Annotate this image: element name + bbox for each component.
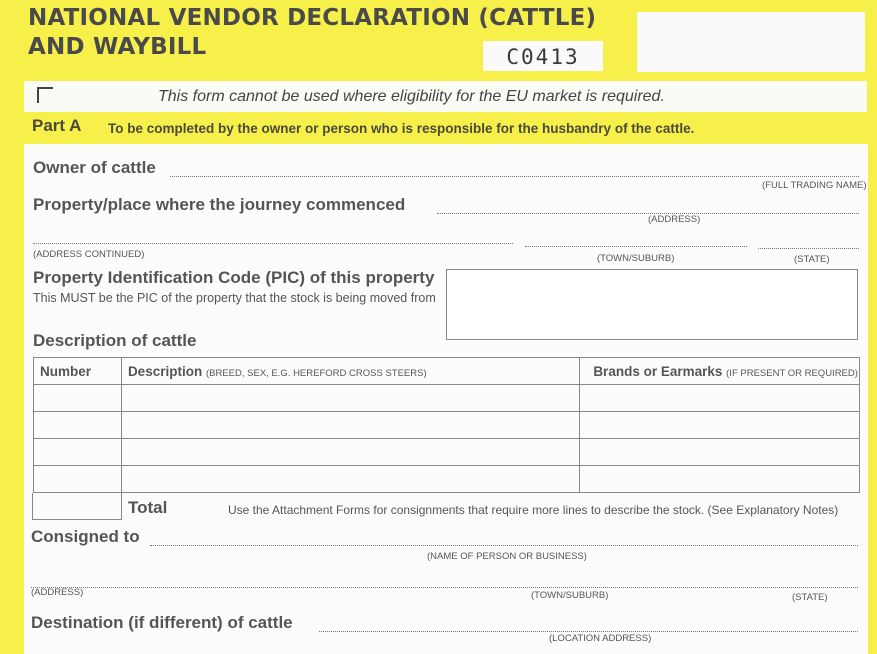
consigned-town-hint: (TOWN/SUBURB) [531,590,609,601]
brands-cell[interactable] [580,412,860,439]
total-box[interactable] [32,493,122,520]
description-cell[interactable] [121,439,579,466]
description-label: Description of cattle [33,331,197,350]
owner-label: Owner of cattle [33,158,156,177]
total-note: Use the Attachment Forms for consignments that require more lines to describe the stock. (See Explanatory Notes) [228,503,839,517]
property-address-cont-hint: (ADDRESS CONTINUED) [33,249,145,260]
eu-checkbox[interactable] [37,87,53,103]
brands-cell[interactable] [580,439,860,466]
description-cell[interactable] [121,385,579,412]
brands-cell[interactable] [580,385,860,412]
pic-input-box[interactable] [446,269,858,340]
property-address-hint: (ADDRESS) [648,214,701,225]
destination-hint: (LOCATION ADDRESS) [549,633,652,644]
col-description-header: Description (BREED, SEX, E.G. HEREFORD CROSS STEERS) [121,358,579,385]
number-cell[interactable] [34,439,122,466]
property-state-hint: (STATE) [794,254,830,265]
part-a-description: To be completed by the owner or person who is responsible for the husbandry of the cattle. [108,121,695,136]
property-town-field[interactable] [525,246,747,247]
pic-label: Property Identification Code (PIC) of this property [33,268,435,287]
eu-notice-text: This form cannot be used where eligibility for the EU market is required. [158,88,665,105]
description-cell[interactable] [121,466,579,493]
owner-field[interactable] [170,176,859,177]
property-address-cont-field[interactable] [33,243,513,244]
cattle-table-header [34,358,860,385]
total-label: Total [128,498,168,517]
office-use-box [637,12,865,72]
pic-note: This MUST be the PIC of the property that the stock is being moved from [33,291,436,305]
consigned-name-hint: (NAME OF PERSON OR BUSINESS) [427,551,587,562]
consigned-name-field[interactable] [150,545,858,546]
table-row [34,439,860,466]
col-brands-header: Brands or Earmarks (IF PRESENT OR REQUIRED) [580,358,860,385]
part-a-label: Part A [32,116,82,135]
table-row [34,412,860,439]
owner-hint: (FULL TRADING NAME) [762,180,867,191]
number-cell[interactable] [34,466,122,493]
property-label: Property/place where the journey commenced [33,195,406,214]
col-number-header: Number [34,358,122,385]
property-state-field[interactable] [758,248,859,249]
brands-cell[interactable] [580,466,860,493]
table-row [34,466,860,493]
description-cell[interactable] [121,412,579,439]
consigned-address-field[interactable] [31,587,858,588]
property-town-hint: (TOWN/SUBURB) [597,253,675,264]
consigned-state-hint: (STATE) [792,592,828,603]
number-cell[interactable] [34,412,122,439]
table-row [34,385,860,412]
form-title-line1: NATIONAL VENDOR DECLARATION (CATTLE) [28,5,597,31]
number-cell[interactable] [34,385,122,412]
destination-field[interactable] [319,631,858,632]
cattle-table [33,357,860,493]
consigned-address-hint: (ADDRESS) [31,587,84,598]
destination-label: Destination (if different) of cattle [31,613,293,632]
serial-number: C0413 [483,41,603,71]
consigned-label: Consigned to [31,527,140,546]
form-title-line2: AND WAYBILL [28,34,207,60]
